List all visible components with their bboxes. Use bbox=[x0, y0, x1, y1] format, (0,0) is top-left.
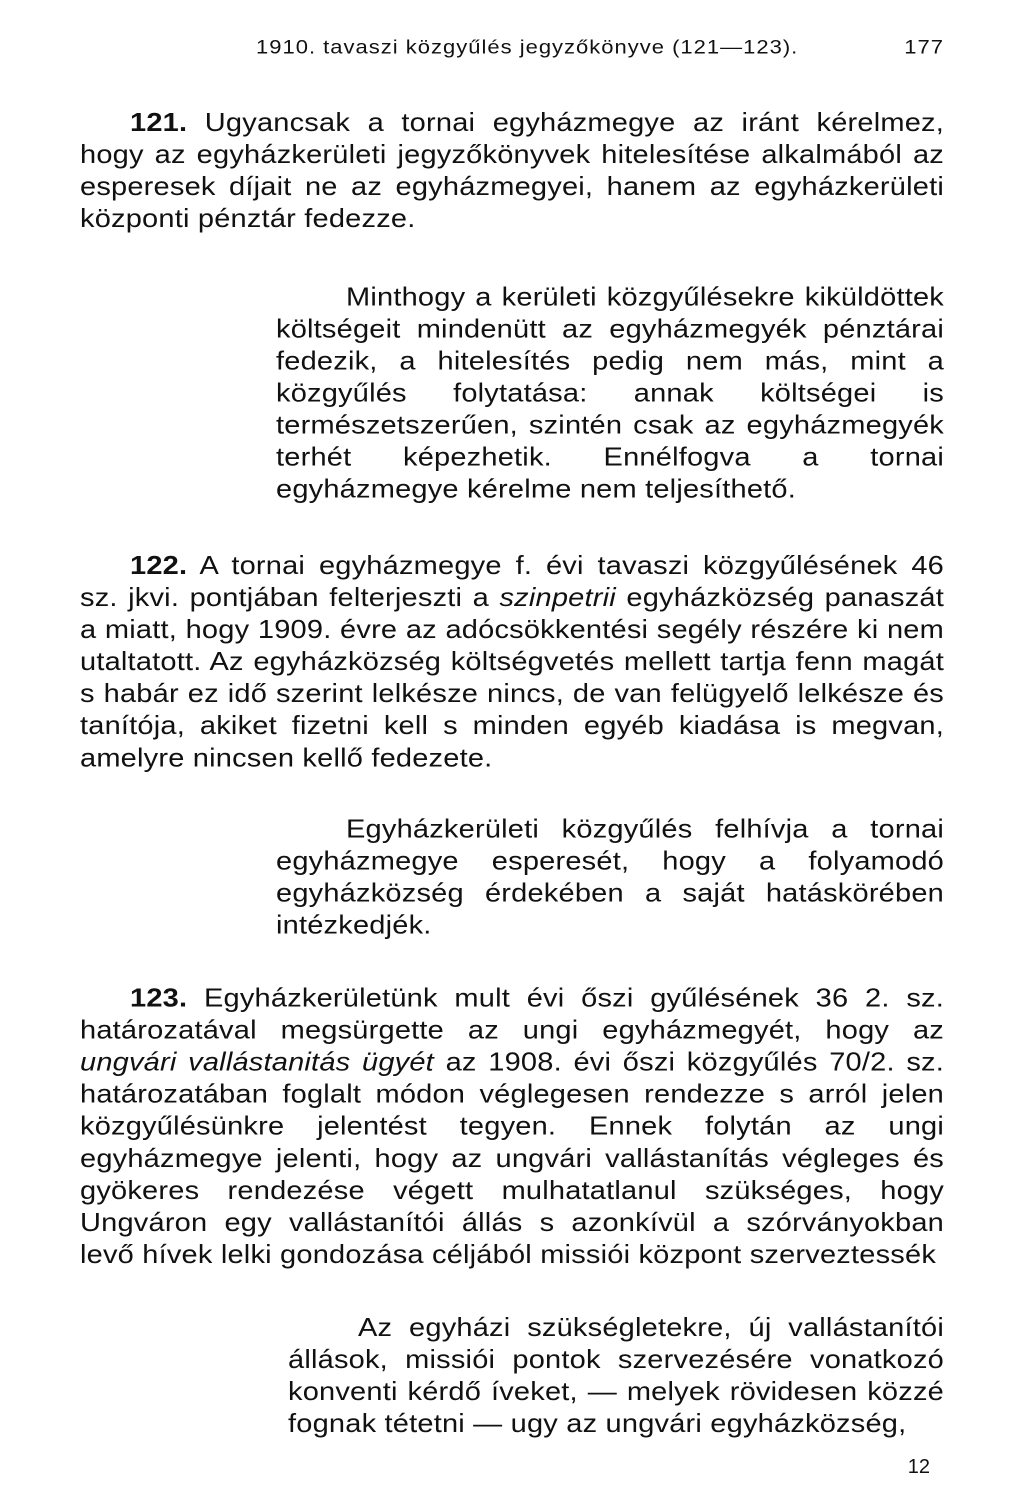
resolution-123: Az egyházi szükségletekre, új vallástanítói állások, missiói pontok szervezésére vonatkozó konventi kérdő íveket, — melyek rövidesen közzé fognak tétetni — ugy az ungvári egyházközség, bbox=[288, 1313, 944, 1439]
item-121 bbox=[80, 107, 944, 235]
signature-mark: 12 bbox=[907, 1456, 930, 1478]
italic-subject: ungvári vallástanitás ügyét bbox=[80, 1048, 434, 1077]
italic-name: szinpetrii bbox=[499, 583, 616, 613]
item-text: Ugyancsak a tornai egyházmegye az iránt kérelmez, hogy az egyházkerületi jegyzőkönyvek hitelesítése alkalmából az esperesek díjait ne az egyházmegyei, hanem az egyházkerületi központi pénztár fedezze. bbox=[80, 108, 944, 234]
resolution-121: Minthogy a kerületi közgyűlésekre kiküldöttek költségeit mindenütt az egyházmegyék pénztárai fedezik, a hitelesítés pedig nem más, mint a közgyűlés folytatása: annak költségei is természetszerűen, szintén csak az egyházmegyék terhét képezhetik. Ennélfogva a tornai egyházmegye kérelme nem teljesíthető. bbox=[276, 283, 944, 504]
item-text: A tornai egyházmegye f. évi tavaszi közgyűlésének 46 sz. jkvi. pontjában felterjeszti a bbox=[80, 551, 944, 613]
running-header bbox=[80, 36, 944, 66]
item-number: 122. bbox=[130, 551, 188, 581]
resolution-122: Egyházkerületi közgyűlés felhívja a tornai egyházmegye esperesét, hogy a folyamodó egyházközség érdekében a saját hatáskörében intézkedjék. bbox=[276, 815, 944, 940]
item-number: 121. bbox=[130, 108, 188, 138]
page-number: 177 bbox=[904, 35, 944, 58]
item-number: 123. bbox=[130, 984, 188, 1013]
document-body bbox=[80, 107, 944, 1440]
item-text: Egyházkerületünk mult évi őszi gyűlésének 36 2. sz. határozatával megsürgette az ungi egyházmegyét, hogy az bbox=[80, 984, 944, 1045]
item-text-cont: egyházközség panaszát a miatt, hogy 1909. évre az adócsökkentési segély részére ki nem utaltatott. Az egyházközség költségvetés mellett tartja fenn magát s habár ez idő szerint lelkésze nincs, de van felügyelő lelkésze és tanítója, akiket fizetni kell s minden egyéb kiadása is megvan, amelyre nincsen kellő fedezete. bbox=[80, 583, 944, 773]
header-title: 1910. tavaszi közgyűlés jegyzőkönyve (121—123). bbox=[256, 35, 799, 58]
item-text-cont: az 1908. évi őszi közgyűlés 70/2. sz. határozatában foglalt módon véglegesen rendezze s arról jelen közgyűlésünkre jelentést tegyen. Ennek folytán az ungi egyházmegye jelenti, hogy az ungvári vallástanítás végleges és gyökeres rendezése végett mulhatatlanul szükséges, hogy Ungváron egy vallástanítói állás s azonkívül a szórványokban levő hívek lelki gondozása céljából missiói központ szerveztessék bbox=[80, 1048, 945, 1270]
item-123 bbox=[80, 983, 944, 1271]
item-122 bbox=[80, 550, 944, 774]
